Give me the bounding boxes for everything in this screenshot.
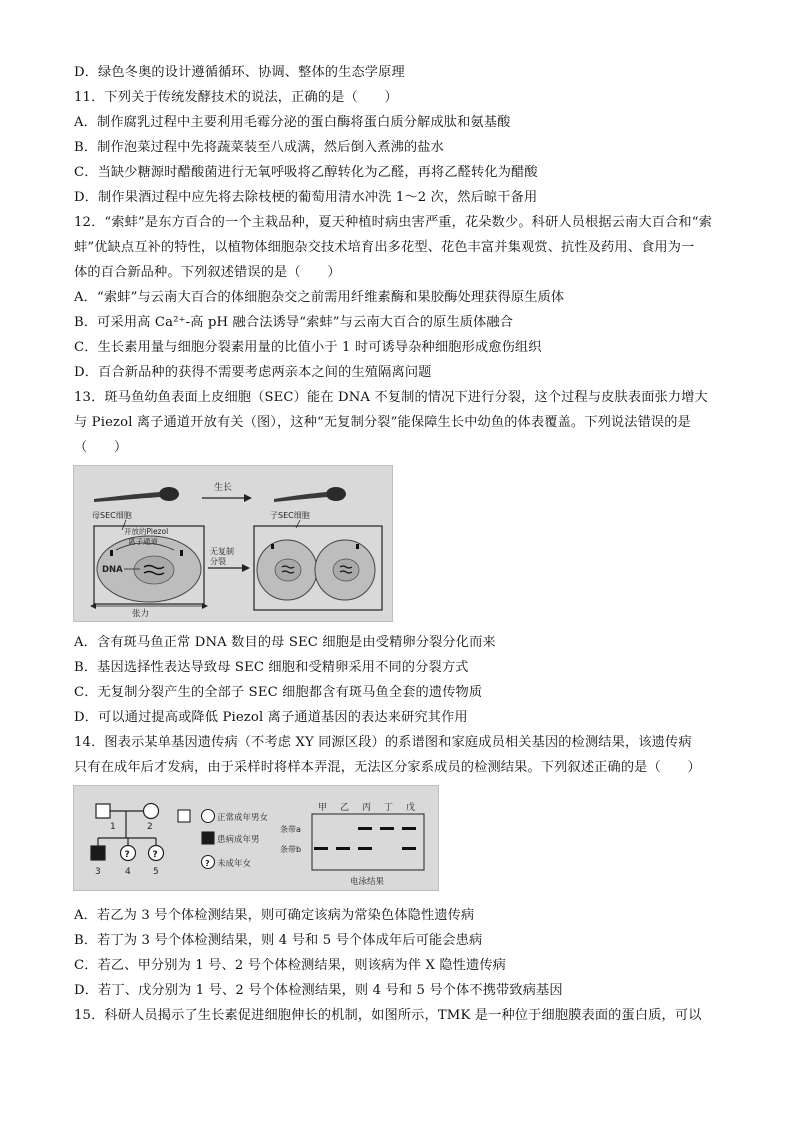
legend-affected-label: 患病成年男 xyxy=(217,835,260,845)
legend-normal-female xyxy=(202,810,215,823)
piezol-label: 离子通道 xyxy=(128,537,158,546)
band-b-label: 条带b xyxy=(280,845,302,854)
svg-text:?: ? xyxy=(152,850,158,860)
band xyxy=(358,827,372,830)
zebrafish-larva-right xyxy=(274,487,346,502)
option-line: C．无复制分裂产生的全部子 SEC 细胞都含有斑马鱼全套的遗传物质 xyxy=(74,685,483,700)
tension-label: 张力 xyxy=(132,609,150,619)
growth-label: 生长 xyxy=(214,483,233,493)
pedigree-number: 5 xyxy=(153,867,159,877)
svg-text:?: ? xyxy=(205,859,210,868)
question-12-stem: 12．“索蚌”是东方百合的一个主栽品种，夏天种植时病虫害严重，花朵数少。科研人员根据云南大百合和“索 xyxy=(74,215,712,230)
option-line: D．可以通过提高或降低 Piezol 离子通道基因的表达来研究其作用 xyxy=(74,710,468,725)
question-11-stem: 11．下列关于传统发酵技术的说法，正确的是（ ） xyxy=(74,90,398,105)
legend-normal-male xyxy=(178,810,190,822)
band xyxy=(402,827,416,830)
division-label: 无复制 xyxy=(210,547,234,556)
question-14-stem: 只有在成年后才发病，由于采样时将样本弄混，无法区分家系成员的检测结果。下列叙述正确的是（ ） xyxy=(74,760,701,775)
option-line: A．“索蚌”与云南大百合的体细胞杂交之前需用纤维素酶和果胶酶处理获得原生质体 xyxy=(74,290,565,305)
band xyxy=(358,847,372,850)
figure-14 xyxy=(73,785,439,891)
lane-label: 丁 xyxy=(384,803,394,813)
option-line: C．当缺少糖源时醋酸菌进行无氧呼吸将乙醇转化为乙醛，再将乙醛转化为醋酸 xyxy=(74,165,538,180)
division-label: 分裂 xyxy=(210,557,226,566)
option-line: A．制作腐乳过程中主要利用毛霉分泌的蛋白酶将蛋白质分解成肽和氨基酸 xyxy=(74,115,511,130)
gel-box xyxy=(312,814,424,870)
text-line: D．绿色冬奥的设计遵循循环、协调、整体的生态学原理 xyxy=(74,65,405,80)
lane-label: 戊 xyxy=(406,803,416,813)
svg-text:?: ? xyxy=(124,850,130,860)
question-13-stem: （ ） xyxy=(74,440,128,455)
question-15-stem: 15．科研人员揭示了生长素促进细胞伸长的机制，如图所示，TMK 是一种位于细胞膜表面的蛋白质，可以 xyxy=(74,1008,702,1023)
question-12-stem: 体的百合新品种。下列叙述错误的是（ ） xyxy=(74,265,341,280)
child-cell-label: 子SEC细胞 xyxy=(270,511,310,520)
question-13-stem: 13．斑马鱼幼鱼表面上皮细胞（SEC）能在 DNA 不复制的情况下进行分裂，这个过程与皮肤表面张力增大 xyxy=(74,390,708,405)
pedigree-number: 2 xyxy=(147,822,153,832)
figure-13 xyxy=(73,465,393,622)
dna-label: DNA xyxy=(102,565,123,575)
legend-normal-label: 正常成年男女 xyxy=(217,813,269,823)
pedigree-male-3-affected xyxy=(91,846,105,860)
band xyxy=(380,827,394,830)
piezol-channel xyxy=(110,550,113,556)
option-line: D．若丁、戊分别为 1 号、2 号个体检测结果，则 4 号和 5 号个体不携带致病基因 xyxy=(74,983,563,998)
piezol-channel xyxy=(180,550,183,556)
lane-label: 乙 xyxy=(340,803,350,813)
zebrafish-larva-left xyxy=(94,487,179,502)
mother-cell-label: 母SEC细胞 xyxy=(92,511,132,520)
pedigree-female-2 xyxy=(144,804,159,819)
pedigree-number: 1 xyxy=(110,822,116,832)
growth-arrow xyxy=(244,494,252,502)
legend-minor-label: 未成年女 xyxy=(217,859,252,869)
option-line: A．含有斑马鱼正常 DNA 数目的母 SEC 细胞是由受精卵分裂分化而来 xyxy=(74,635,496,650)
option-line: D．制作果酒过程中应先将去除枝梗的葡萄用清水冲洗 1～2 次，然后晾干备用 xyxy=(74,190,538,205)
band xyxy=(336,847,350,850)
question-14-stem: 14．图表示某单基因遗传病（不考虑 XY 同源区段）的系谱图和家庭成员相关基因的检测结果，该遗传病 xyxy=(74,735,692,750)
question-12-stem: 蚌”优缺点互补的特性，以植物体细胞杂交技术培育出多花型、花色丰富并集观赏、抗性及药用、食用为一 xyxy=(74,240,695,255)
option-line: C．若乙、甲分别为 1 号、2 号个体检测结果，则该病为伴 X 隐性遗传病 xyxy=(74,958,507,973)
option-line: D．百合新品种的获得不需要考虑两亲本之间的生殖隔离问题 xyxy=(74,365,432,380)
band xyxy=(314,847,328,850)
question-13-stem: 与 Piezol 离子通道开放有关（图），这种“无复制分裂”能保障生长中幼鱼的体表覆盖。下列说法错误的是 xyxy=(74,415,691,430)
pedigree-male-1 xyxy=(96,804,110,818)
option-line: C．生长素用量与细胞分裂素用量的比值小于 1 时可诱导杂种细胞形成愈伤组织 xyxy=(74,340,542,355)
option-line: A．若乙为 3 号个体检测结果，则可确定该病为常染色体隐性遗传病 xyxy=(74,908,475,923)
band xyxy=(402,847,416,850)
nucleus xyxy=(134,556,174,584)
lane-label: 丙 xyxy=(362,803,372,813)
pedigree-number: 4 xyxy=(125,867,131,877)
option-line: B．基因选择性表达导致母 SEC 细胞和受精卵采用不同的分裂方式 xyxy=(74,660,469,675)
lane-label: 甲 xyxy=(318,803,328,813)
option-line: B．可采用高 Ca²⁺-高 pH 融合法诱导“索蚌”与云南大百合的原生质体融合 xyxy=(74,315,514,330)
legend-affected-male xyxy=(202,832,214,844)
option-line: B．制作泡菜过程中先将蔬菜装至八成满，然后倒入煮沸的盐水 xyxy=(74,140,444,155)
division-arrow xyxy=(242,564,250,572)
option-line: B．若丁为 3 号个体检测结果，则 4 号和 5 号个体成年后可能会患病 xyxy=(74,933,483,948)
piezol-label: 开放的Piezol xyxy=(124,527,169,536)
band-a-label: 条带a xyxy=(280,825,301,834)
pedigree-number: 3 xyxy=(95,867,101,877)
electrophoresis-result-label: 电泳结果 xyxy=(350,877,385,887)
